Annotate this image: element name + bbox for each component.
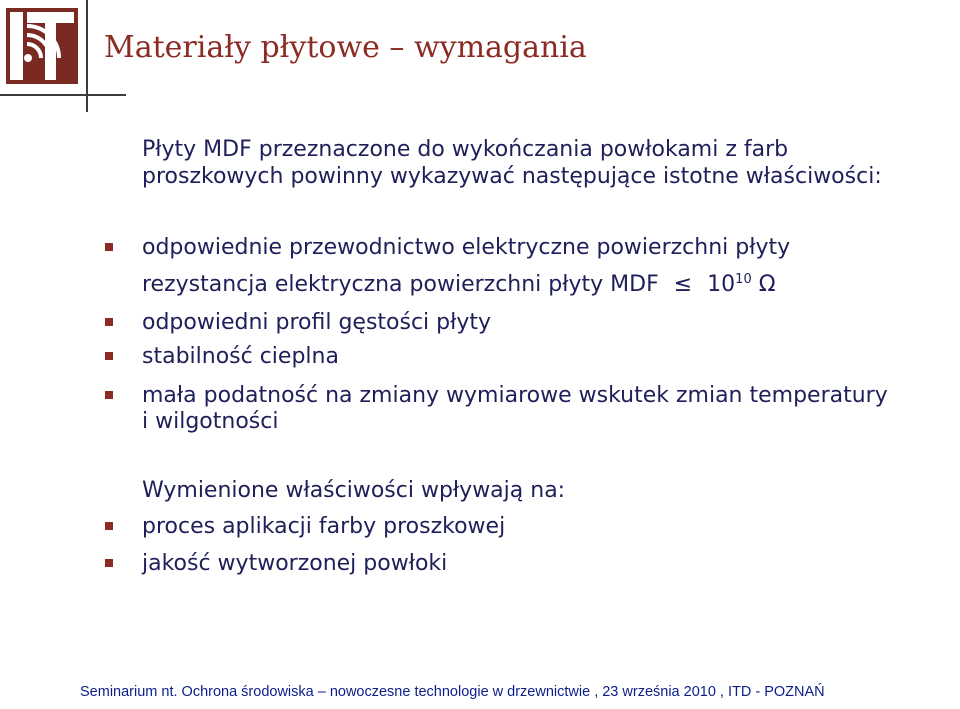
footer-text: Seminarium nt. Ochrona środowiska – nowoczesne technologie w drzewnictwie , 23 września 2010 , ITD - POZNAŃ — [80, 684, 825, 700]
conclusion-heading: Wymienione właściwości wpływają na: — [142, 478, 566, 503]
list-item-conductivity: odpowiednie przewodnictwo elektryczne powierzchni płyty — [142, 235, 791, 260]
institute-logo — [6, 8, 78, 84]
slide-title: Materiały płytowe – wymagania — [104, 30, 587, 65]
bullet-marker — [105, 318, 113, 326]
resistance-unit: Ω — [758, 272, 776, 297]
bullet-marker — [105, 243, 113, 251]
resistance-base: 10 — [707, 272, 736, 297]
list-item-density-profile: odpowiedni profil gęstości płyty — [142, 310, 492, 335]
bullet-marker — [105, 352, 113, 360]
list-item-dimensional-stability: mała podatność na zmiany wymiarowe wskutek zmian temperatury — [142, 383, 888, 408]
resistance-exponent: 10 — [735, 272, 752, 287]
resistance-prefix: rezystancja elektryczna powierzchni płyty MDF — [142, 272, 659, 297]
list-item-dimensional-stability-cont: i wilgotności — [142, 409, 279, 434]
intro-line-2: proszkowych powinny wykazywać następujące istotne właściwości: — [142, 164, 882, 189]
conclusion-item-application: proces aplikacji farby proszkowej — [142, 514, 506, 539]
intro-line-1: Płyty MDF przeznaczone do wykończania powłokami z farb — [142, 137, 789, 162]
header-horizontal-rule — [0, 94, 126, 96]
bullet-marker — [105, 391, 113, 399]
bullet-marker — [105, 559, 113, 567]
conclusion-item-coating-quality: jakość wytworzonej powłoki — [142, 551, 448, 576]
bullet-marker — [105, 522, 113, 530]
less-equal-symbol: ≤ — [673, 272, 693, 297]
resistance-line — [142, 271, 776, 301]
list-item-thermal-stability: stabilność cieplna — [142, 344, 339, 369]
